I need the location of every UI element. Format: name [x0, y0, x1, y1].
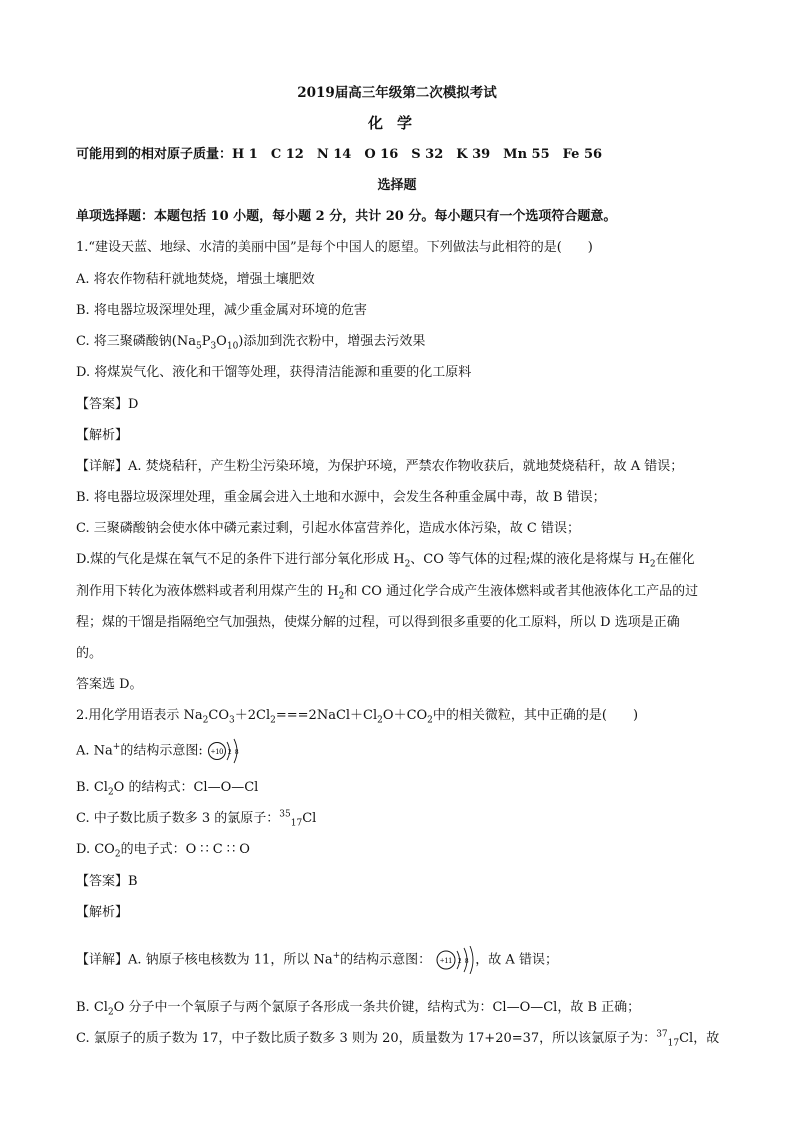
- exam-title: 2019届高三年级第二次模拟考试: [297, 85, 497, 101]
- subscript: 2: [270, 715, 276, 726]
- text: O＋CO: [382, 708, 428, 723]
- text: C. 中子数比质子数多 3 的氯原子：: [76, 811, 280, 826]
- q1-detail-d4: 的。: [76, 646, 103, 661]
- q2-option-b: [76, 779, 258, 797]
- subscript: 2: [404, 559, 411, 570]
- nucleus-charge: +10: [210, 747, 224, 756]
- text: 【详解】A. 钠原子核电核数为 11，所以 Na: [76, 952, 333, 968]
- shell-electron-count: 8: [234, 748, 239, 756]
- text: O 分子中一个氧原子与两个氯原子各形成一条共价键，结构式为：Cl—O—Cl，故 B 正确；: [113, 1000, 641, 1015]
- shell-electron-count: 8: [465, 957, 469, 965]
- subject-title: 化学: [367, 114, 426, 132]
- atomic-number: 17: [290, 818, 303, 829]
- q1-detail-b: B. 将电器垃圾深埋处理，重金属会进入土地和水源中，会发生各种重金属中毒，故 B 错误；: [76, 490, 606, 505]
- q2-detail-b: [76, 999, 640, 1017]
- q1-option-c: [76, 333, 425, 351]
- text: CO: [208, 708, 230, 723]
- text: ＋2Cl: [234, 708, 271, 723]
- text: 剂作用下转化为液体燃料或者利用煤产生的 H: [76, 584, 339, 599]
- shell-electron-count: 2: [227, 748, 232, 756]
- sodium-ion-structure-diagram: [207, 738, 243, 764]
- atomic-masses: 可能用到的相对原子质量：H 1 C 12 N 14 O 16 S 32 K 39 Mn 55 Fe 56: [76, 147, 603, 162]
- text: Cl: [302, 811, 317, 826]
- text: Cl，故: [679, 1031, 720, 1046]
- mass-number: 35: [279, 809, 291, 820]
- text: A. Na: [76, 743, 113, 759]
- text: B. Cl: [76, 780, 108, 795]
- q2-answer: 【答案】B: [76, 874, 138, 889]
- q1-detail-d2: [76, 583, 698, 601]
- subscript: 2: [427, 715, 433, 726]
- subscript: 3: [210, 341, 217, 352]
- subscript: 2: [202, 715, 209, 726]
- text: 的结构示意图：: [340, 952, 432, 968]
- subscript: 2: [107, 1007, 114, 1018]
- text: 的结构示意图:: [120, 743, 203, 759]
- subscript: 3: [229, 715, 235, 726]
- q2-option-d: [76, 841, 250, 859]
- superscript: +: [112, 742, 121, 753]
- text: O: [216, 334, 227, 349]
- q1-detail-a: 【详解】A. 焚烧秸秆，产生粉尘污染环境，为保护环境，严禁农作物收获后，就地焚烧秸秆，故 A 错误；: [76, 459, 684, 474]
- atomic-number: 17: [667, 1038, 680, 1049]
- q1-detail-d1: [76, 551, 695, 569]
- text: D.煤的气化是煤在氧气不足的条件下进行部分氧化形成 H: [76, 552, 405, 567]
- text: )添加到洗衣粉中，增强去污效果: [238, 334, 426, 349]
- text: O 的结构式：Cl—O—Cl: [113, 780, 259, 795]
- q2-stem: [76, 707, 638, 725]
- q2-option-c: [76, 810, 316, 828]
- q1-stem: 1.“建设天蓝、地绿、水清的美丽中国”是每个中国人的愿望。下列做法与此相符的是( ): [76, 240, 593, 255]
- q2-detail-a: [76, 946, 558, 974]
- text: 在催化: [655, 552, 695, 567]
- text: D. CO: [76, 842, 115, 857]
- text: ===2NaCl＋Cl: [275, 708, 378, 723]
- subscript: 2: [338, 591, 345, 602]
- nucleus-charge: +11: [440, 956, 453, 965]
- q2-detail-c: [76, 1030, 719, 1048]
- electron-shell-arc: [470, 946, 473, 974]
- text: ，故 A 错误；: [475, 952, 558, 968]
- subscript: 2: [107, 787, 114, 798]
- text: C. 氯原子的质子数为 17，中子数比质子数多 3 则为 20，质量数为 17+20=37，所以该氯原子为：: [76, 1031, 657, 1046]
- q1-answer: 【答案】D: [76, 397, 139, 412]
- subscript: 2: [377, 715, 383, 726]
- text: 2.用化学用语表示 Na: [76, 708, 203, 723]
- section-instructions: 单项选择题：本题包括 10 小题，每小题 2 分，共计 20 分。每小题只有一个选项符合题意。: [76, 209, 617, 224]
- q1-option-b: B. 将电器垃圾深埋处理，减少重金属对环境的危害: [76, 303, 367, 318]
- q2-analysis-label: 【解析】: [76, 905, 129, 920]
- text: P: [201, 334, 211, 349]
- q1-option-a: A. 将农作物秸秆就地焚烧，增强土壤肥效: [76, 272, 315, 287]
- sodium-atom-structure-diagram: [435, 946, 475, 974]
- q1-analysis-label: 【解析】: [76, 428, 129, 443]
- mass-number: 37: [656, 1029, 668, 1040]
- q2-option-a: [76, 738, 243, 764]
- subscript: 2: [114, 849, 121, 860]
- shell-electron-count: 2: [458, 957, 462, 965]
- text: B. Cl: [76, 1000, 108, 1015]
- q1-detail-c: C. 三聚磷酸钠会使水体中磷元素过剩，引起水体富营养化，造成水体污染，故 C 错误；: [76, 521, 580, 536]
- q1-option-d: D. 将煤炭气化、液化和干馏等处理，获得清洁能源和重要的化工原料: [76, 365, 472, 380]
- text: C. 将三聚磷酸钠(Na: [76, 334, 196, 349]
- section-title: 选择题: [377, 178, 417, 193]
- text: 的电子式：O ∷ C ∷ O: [120, 842, 250, 857]
- text: 和 CO 通过化学合成产生液体燃料或者其他液体化工产品的过: [344, 584, 699, 599]
- subscript: 5: [195, 341, 202, 352]
- subscript: 10: [226, 341, 239, 352]
- superscript: +: [332, 951, 341, 962]
- q1-detail-d3: 程；煤的干馏是指隔绝空气加强热，使煤分解的过程，可以得到很多重要的化工原料，所以 D 选项是正确: [76, 615, 680, 630]
- text: 中的相关微粒，其中正确的是( ): [432, 708, 639, 723]
- q1-final-answer: 答案选 D。: [76, 677, 143, 692]
- subscript: 2: [649, 559, 656, 570]
- text: 、CO 等气体的过程;煤的液化是将煤与 H: [410, 552, 650, 567]
